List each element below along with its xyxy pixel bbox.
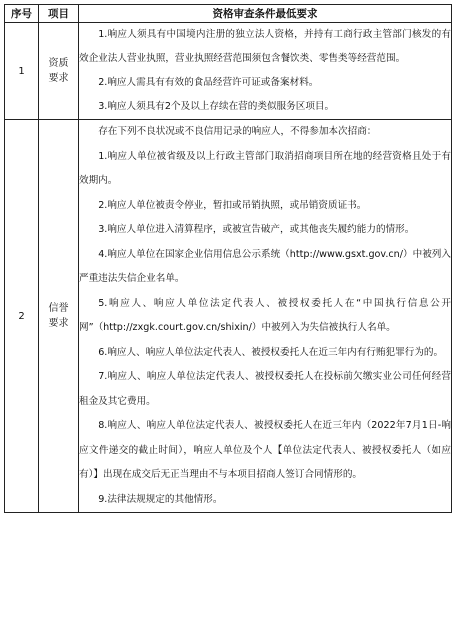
row-number: 2 bbox=[5, 120, 39, 513]
requirement-paragraph: 2.响应人单位被责令停业，暂扣或吊销执照，或吊销资质证书。 bbox=[98, 199, 367, 211]
requirement-paragraph: 3.响应人须具有2个及以上存续在营的类似服务区项目。 bbox=[98, 101, 335, 112]
row-number: 1 bbox=[5, 23, 39, 120]
requirement-paragraph: 1.响应人须具有中国境内注册的独立法人资格，并持有工商行政主管部门核发的有效企业法人营业执照，营业执照经营范围须包含餐饮类、零售类等经营范围。 bbox=[79, 29, 451, 64]
row-item-line: 要求 bbox=[48, 73, 69, 84]
table-row bbox=[5, 120, 452, 513]
requirement-paragraph: 4.响应人单位在国家企业信用信息公示系统（http://www.gsxt.gov.cn/）中被列入严重违法失信企业名单。 bbox=[79, 248, 451, 284]
requirement-paragraph: 1.响应人单位被省级及以上行政主管部门取消招商项目所在地的经营资格且处于有效期内。 bbox=[79, 150, 451, 186]
requirement-paragraph: 7.响应人、响应人单位法定代表人、被授权委托人在投标前欠缴实业公司任何经营租金及其它费用。 bbox=[79, 371, 451, 407]
requirement-paragraph: 5.响应人、响应人单位法定代表人、被授权委托人在“中国执行信息公开网”（http://zxgk.court.gov.cn/shixin/）中被列入为失信被执行人名单。 bbox=[79, 297, 451, 333]
requirement-paragraph: 存在下列不良状况或不良信用记录的响应人，不得参加本次招商： bbox=[98, 126, 377, 137]
requirement-paragraph: 3.响应人单位进入清算程序，或被宣告破产，或其他丧失履约能力的情形。 bbox=[98, 224, 415, 235]
qualification-requirements-table bbox=[4, 4, 452, 513]
row-item-line: 要求 bbox=[48, 318, 69, 329]
requirement-paragraph: 2.响应人需具有有效的食品经营许可证或备案材料。 bbox=[98, 77, 319, 88]
header-no: 序号 bbox=[5, 5, 39, 23]
requirement-paragraph: 8.响应人、响应人单位法定代表人、被授权委托人在近三年内（2022年7月1日-响应文件递交的截止时间），响应人单位及个人【单位法定代表人、被授权委托人（如应有）】出现在成交后无正当理由不与本项目招商人签订合同情形的。 bbox=[79, 420, 451, 480]
table-header-row bbox=[5, 5, 452, 23]
row-item bbox=[39, 120, 79, 513]
requirement-paragraph: 6.响应人、响应人单位法定代表人、被授权委托人在近三年内有行贿犯罪行为的。 bbox=[98, 346, 444, 358]
table-row bbox=[5, 23, 452, 120]
header-item: 项目 bbox=[39, 5, 79, 23]
requirement-paragraph: 9.法律法规规定的其他情形。 bbox=[98, 493, 223, 505]
row-content bbox=[79, 120, 452, 513]
row-item-line: 资质 bbox=[48, 58, 69, 69]
row-item-line: 信誉 bbox=[48, 303, 69, 314]
row-item bbox=[39, 23, 79, 120]
header-content: 资格审查条件最低要求 bbox=[79, 5, 452, 23]
row-content bbox=[79, 23, 452, 120]
